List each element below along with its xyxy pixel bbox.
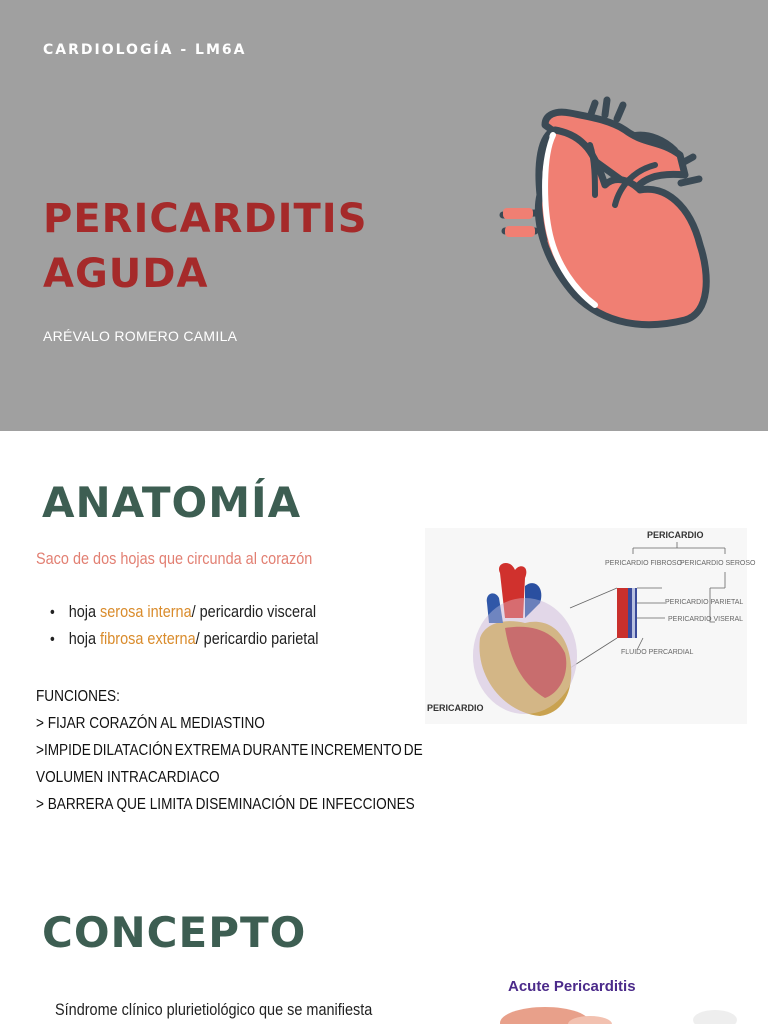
funcion-item: > BARRERA QUE LIMITA DISEMINACIÓN DE INFECCIONES — [36, 796, 415, 813]
list-item — [50, 629, 319, 656]
bullet-suffix: / pericardio visceral — [191, 602, 317, 621]
title-line-2: AGUDA — [43, 251, 209, 297]
anatomia-bullets — [50, 602, 319, 656]
bullet-highlight: fibrosa externa — [100, 629, 196, 648]
bullet-highlight: serosa interna — [100, 602, 192, 621]
concepto-text: Síndrome clínico plurietiológico que se manifiesta — [55, 1000, 373, 1019]
author-name: ARÉVALO ROMERO CAMILA — [43, 328, 238, 344]
concepto-heading: CONCEPTO — [42, 908, 307, 957]
cover-title — [43, 192, 423, 302]
diagram-bottom-label: PERICARDIO — [427, 703, 484, 713]
bullet-prefix: hoja — [68, 602, 101, 621]
label-seroso: PERICARDIO SEROSO — [680, 560, 756, 567]
diagram-top-label: PERICARDIO — [647, 530, 704, 540]
label-visceral: PERICARDIO VISERAL — [668, 616, 744, 623]
funcion-item: > FIJAR CORAZÓN AL MEDIASTINO — [36, 715, 265, 732]
acute-image-title: Acute Pericarditis — [508, 978, 636, 995]
heart-icon — [495, 95, 715, 335]
cover-section — [0, 0, 768, 431]
label-parietal: PERICARDIO PARIETAL — [665, 599, 744, 606]
funciones-block — [36, 683, 423, 818]
anatomia-heading: ANATOMÍA — [42, 478, 302, 527]
funcion-item: >IMPIDE DILATACIÓN EXTREMA DURANTE INCREMENTO DE — [36, 742, 423, 759]
bullet-prefix: hoja — [68, 629, 101, 648]
funcion-item: VOLUMEN INTRACARDIACO — [36, 769, 220, 786]
list-item — [50, 602, 319, 629]
pericardium-diagram — [425, 528, 756, 724]
title-line-1: PERICARDITIS — [43, 196, 368, 242]
funciones-title: FUNCIONES: — [36, 688, 120, 705]
bullet-suffix: / pericardio parietal — [195, 629, 319, 648]
label-fibroso: PERICARDIO FIBROSO — [605, 560, 683, 567]
anatomia-intro: Saco de dos hojas que circunda al corazón — [36, 549, 313, 568]
acute-pericarditis-image — [470, 975, 738, 1024]
label-fluido: FLUIDO PERCARDIAL — [621, 649, 694, 656]
course-label: CARDIOLOGÍA - LM6A — [43, 42, 247, 58]
